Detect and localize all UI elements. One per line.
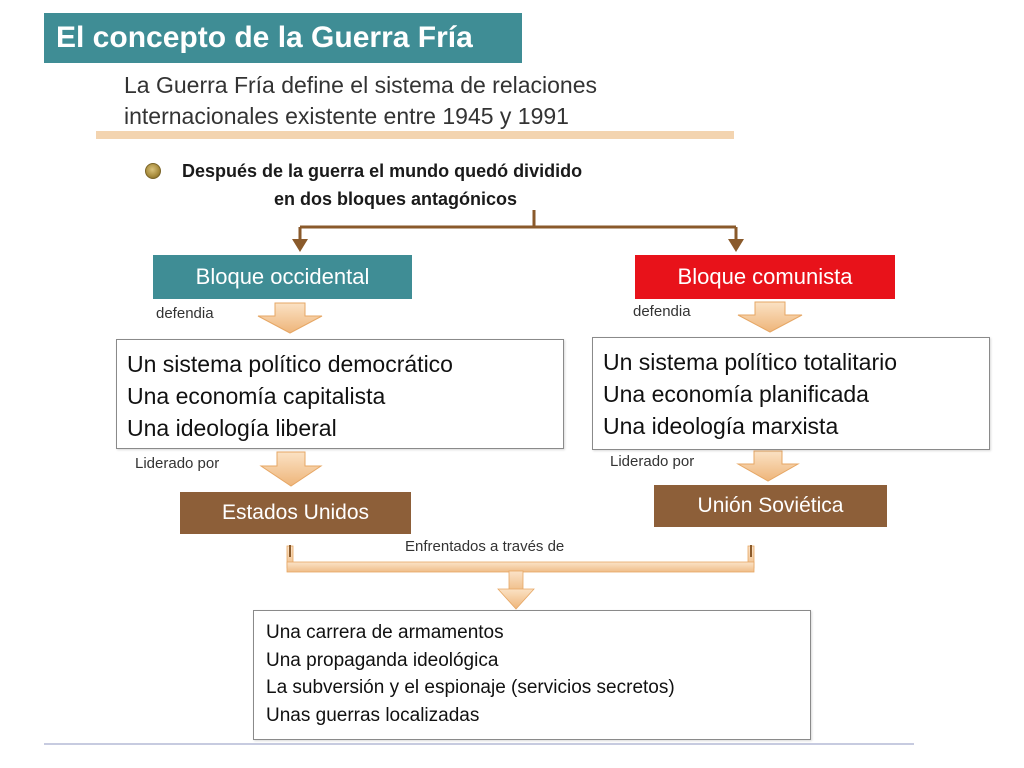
west-defended-label: defendia xyxy=(156,305,214,322)
down-arrow-west-defendia xyxy=(258,303,322,333)
east-ideal-item: Un sistema político totalitario xyxy=(603,349,898,375)
bullet-text xyxy=(182,157,742,213)
down-arrow-east-defendia xyxy=(738,302,802,332)
confrontation-item: Una propaganda ideológica xyxy=(266,649,499,671)
east-defended-label: defendia xyxy=(633,303,691,320)
west-ideals-box xyxy=(116,339,564,449)
east-leader-label: Unión Soviética xyxy=(654,485,887,527)
arrowhead-left xyxy=(292,239,308,252)
east-led-label: Liderado por xyxy=(610,453,695,470)
down-arrow-east-leader xyxy=(738,451,798,481)
footer-divider xyxy=(44,743,914,745)
west-ideal-item: Una economía capitalista xyxy=(127,383,386,409)
west-ideal-item: Una ideología liberal xyxy=(127,415,337,441)
west-ideal-item: Un sistema político democrático xyxy=(127,351,453,377)
west-led-label: Liderado por xyxy=(135,455,220,472)
bullet-icon xyxy=(145,163,161,179)
subtitle xyxy=(124,70,764,132)
confrontation-item: Unas guerras localizadas xyxy=(266,704,480,726)
east-ideals-box xyxy=(592,337,990,450)
confrontation-box xyxy=(253,610,811,740)
arrowhead-right xyxy=(728,239,744,252)
down-arrow-west-leader xyxy=(261,452,321,486)
subtitle-line-2: internacionales existente entre 1945 y 1991 xyxy=(124,103,569,129)
subtitle-line-1: La Guerra Fría define el sistema de relaciones xyxy=(124,72,598,98)
bloc-east-label: Bloque comunista xyxy=(635,255,895,299)
bullet-line-2 xyxy=(182,185,742,213)
east-ideal-item: Una ideología marxista xyxy=(603,413,839,439)
west-leader-label: Estados Unidos xyxy=(180,492,411,534)
east-ideal-item: Una economía planificada xyxy=(603,381,869,407)
confrontation-label: Enfrentados a través de xyxy=(405,538,565,555)
confrontation-item: La subversión y el espionaje (servicios secretos) xyxy=(266,677,675,698)
page-title: El concepto de la Guerra Fría xyxy=(44,13,522,63)
bloc-west-label: Bloque occidental xyxy=(153,255,412,299)
subtitle-underline xyxy=(96,131,734,139)
bullet-line-1: Después de la guerra el mundo quedó dividido xyxy=(182,161,583,181)
bullet-line-2-strong: bloques antagónicos xyxy=(337,189,518,209)
split-connector xyxy=(300,210,736,240)
bullet-line-2-prefix: en dos xyxy=(274,189,338,209)
confrontation-item: Una carrera de armamentos xyxy=(266,622,504,643)
